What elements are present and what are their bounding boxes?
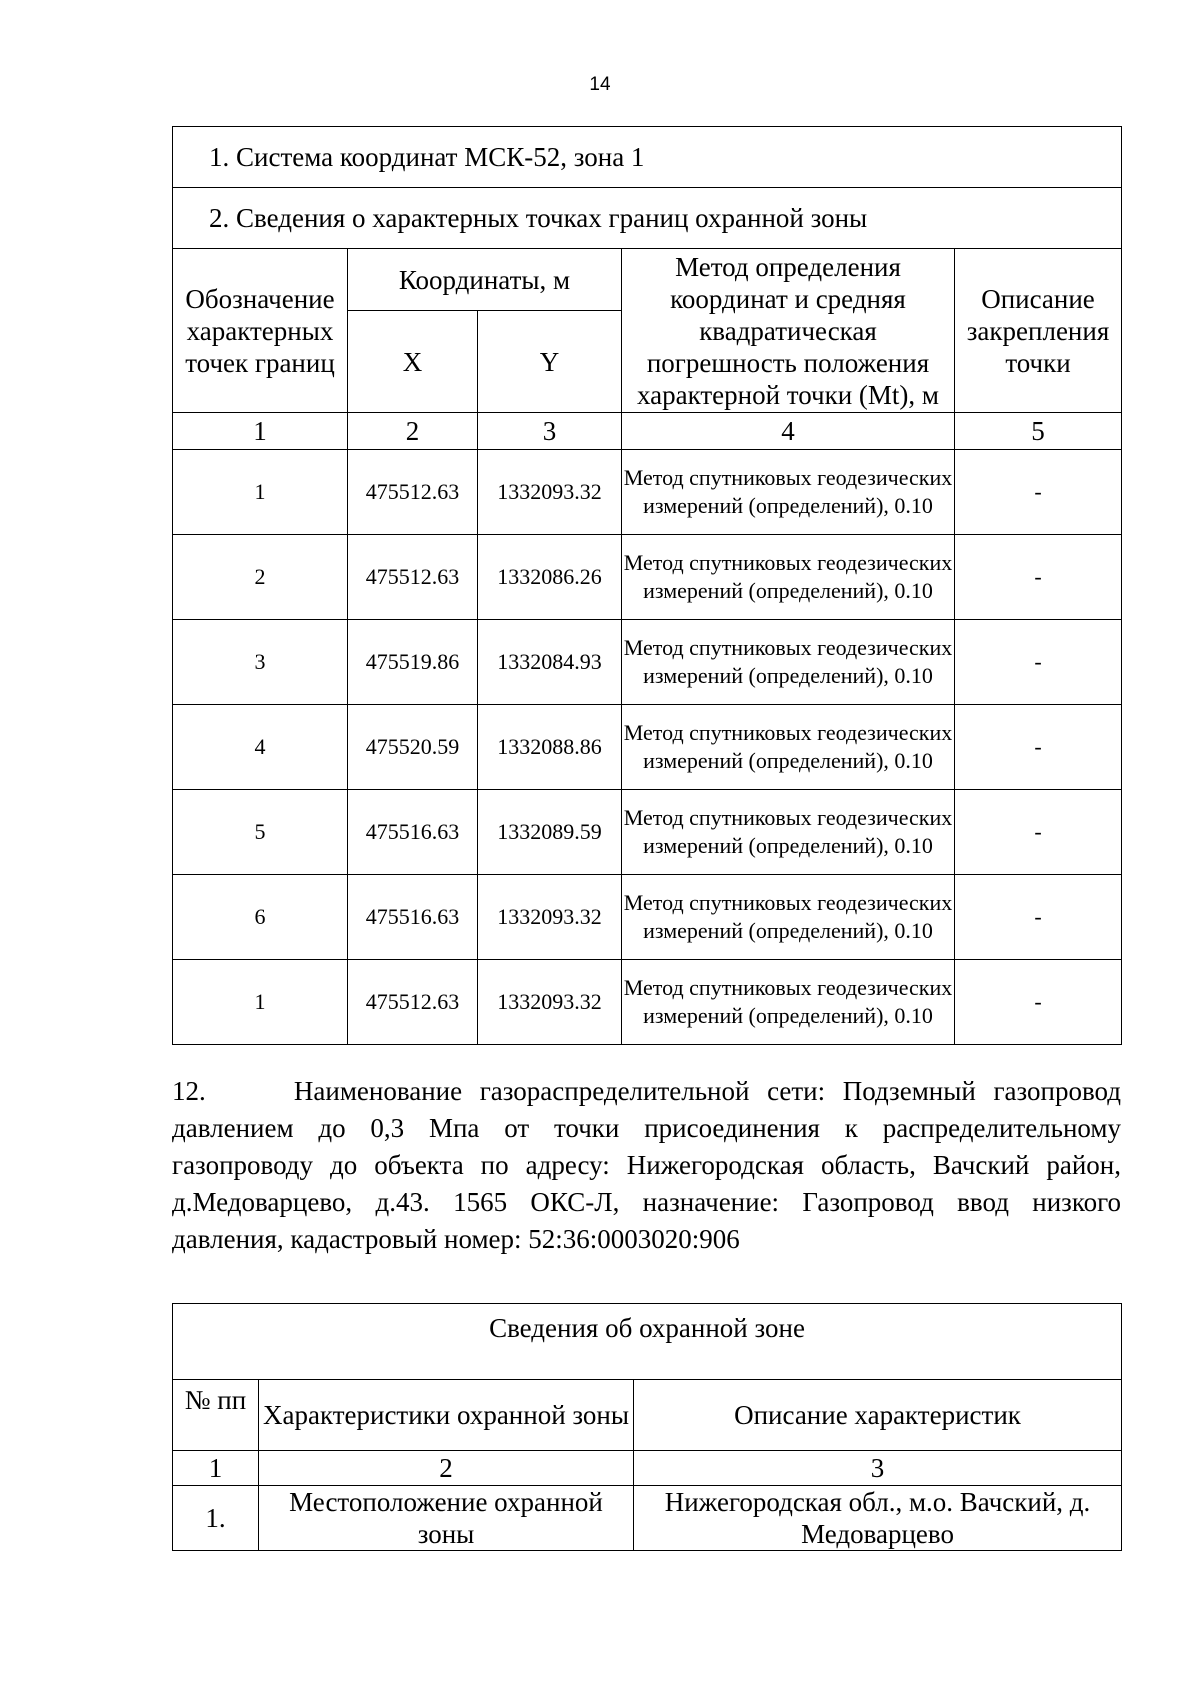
header-description: Описание характеристик xyxy=(634,1380,1122,1451)
coordinate-system-title: 1. Система координат МСК-52, зона 1 xyxy=(173,127,1122,188)
x-value: 475512.63 xyxy=(348,535,478,620)
point-id: 5 xyxy=(173,790,348,875)
header-designation: Обозначение характерных точек границ xyxy=(173,249,348,413)
method-value: Метод спутниковых геодезических измерений (определений), 0.10 xyxy=(622,535,955,620)
method-value: Метод спутниковых геодезических измерений (определений), 0.10 xyxy=(622,875,955,960)
zone-table-caption: Сведения об охранной зоне xyxy=(173,1304,1122,1380)
method-value: Метод спутниковых геодезических измерений (определений), 0.10 xyxy=(622,960,955,1045)
point-id: 1 xyxy=(173,960,348,1045)
header-description: Описание закрепления точки xyxy=(955,249,1122,413)
table-row xyxy=(173,875,1122,960)
point-id: 6 xyxy=(173,875,348,960)
y-value: 1332088.86 xyxy=(478,705,622,790)
header-coordinates: Координаты, м xyxy=(348,249,622,311)
characteristic-value: Местоположение охранной зоны xyxy=(259,1486,634,1551)
table-row xyxy=(173,620,1122,705)
y-value: 1332093.32 xyxy=(478,960,622,1045)
method-value: Метод спутниковых геодезических измерений (определений), 0.10 xyxy=(622,620,955,705)
description-value: - xyxy=(955,535,1122,620)
x-value: 475512.63 xyxy=(348,960,478,1045)
table-row xyxy=(173,450,1122,535)
y-value: 1332086.26 xyxy=(478,535,622,620)
column-number: 5 xyxy=(955,413,1122,450)
header-y: Y xyxy=(478,311,622,413)
header-characteristics: Характеристики охранной зоны xyxy=(259,1380,634,1451)
x-value: 475512.63 xyxy=(348,450,478,535)
description-value: - xyxy=(955,875,1122,960)
description-value: - xyxy=(955,450,1122,535)
x-value: 475519.86 xyxy=(348,620,478,705)
table-row xyxy=(173,1486,1122,1551)
x-value: 475516.63 xyxy=(348,790,478,875)
coordinates-table xyxy=(172,126,1122,1045)
column-number: 1 xyxy=(173,1451,259,1486)
point-id: 1 xyxy=(173,450,348,535)
y-value: 1332084.93 xyxy=(478,620,622,705)
description-value: - xyxy=(955,620,1122,705)
table-row xyxy=(173,535,1122,620)
header-x: X xyxy=(348,311,478,413)
point-id: 4 xyxy=(173,705,348,790)
method-value: Метод спутниковых геодезических измерений (определений), 0.10 xyxy=(622,705,955,790)
column-number: 3 xyxy=(478,413,622,450)
row-number: 1. xyxy=(173,1486,259,1551)
page-number: 14 xyxy=(589,74,611,95)
description-value: - xyxy=(955,960,1122,1045)
header-number: № пп xyxy=(173,1380,259,1451)
x-value: 475516.63 xyxy=(348,875,478,960)
description-value: - xyxy=(955,790,1122,875)
column-number: 2 xyxy=(348,413,478,450)
column-number: 4 xyxy=(622,413,955,450)
network-description-paragraph: 12. Наименование газораспределительной сети: Подземный газопровод давлением до 0,3 Мпа от точки присоединения к распределительному газопроводу до объекта по адресу: Нижегородская область, Вачский район, д.Медоварцево, д.43. 1565 ОКС-Л, назначение: Газопровод ввод низкого давления, кадастровый номер: 52:36:0003020:906 xyxy=(172,1076,1121,1254)
point-id: 3 xyxy=(173,620,348,705)
protection-zone-table xyxy=(172,1303,1122,1551)
table-row xyxy=(173,790,1122,875)
column-number: 3 xyxy=(634,1451,1122,1486)
method-value: Метод спутниковых геодезических измерений (определений), 0.10 xyxy=(622,790,955,875)
column-number: 1 xyxy=(173,413,348,450)
point-id: 2 xyxy=(173,535,348,620)
description-value: Нижегородская обл., м.о. Вачский, д. Медоварцево xyxy=(634,1486,1122,1551)
y-value: 1332093.32 xyxy=(478,875,622,960)
column-number: 2 xyxy=(259,1451,634,1486)
table-row xyxy=(173,705,1122,790)
y-value: 1332089.59 xyxy=(478,790,622,875)
section-title: 2. Сведения о характерных точках границ охранной зоны xyxy=(173,188,1122,249)
description-value: - xyxy=(955,705,1122,790)
y-value: 1332093.32 xyxy=(478,450,622,535)
table-row xyxy=(173,960,1122,1045)
method-value: Метод спутниковых геодезических измерений (определений), 0.10 xyxy=(622,450,955,535)
header-method: Метод определения координат и средняя квадратическая погрешность положения характерной точки (Mt), м xyxy=(622,249,955,413)
x-value: 475520.59 xyxy=(348,705,478,790)
